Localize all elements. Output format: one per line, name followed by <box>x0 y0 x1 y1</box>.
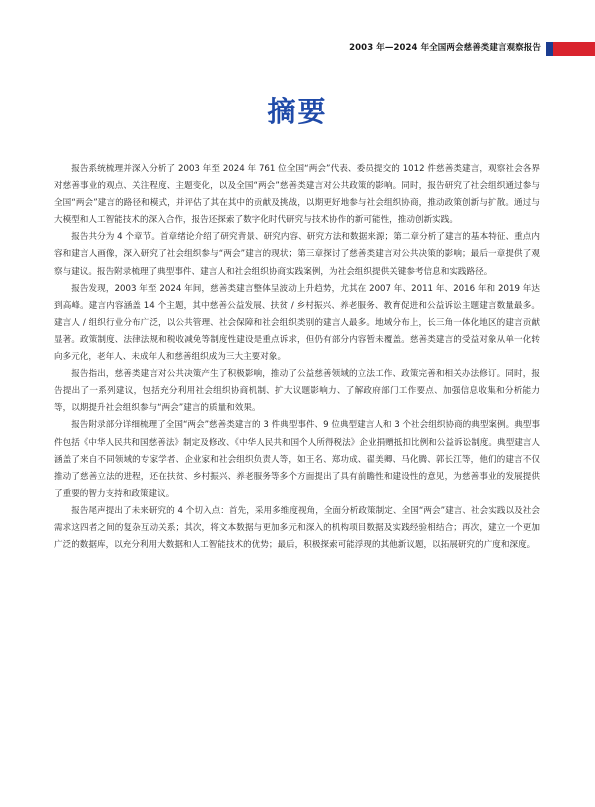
paragraph: 报告附录部分详细梳理了全国“两会”慈善类建言的 3 件典型事件、9 位典型建言人和 3 个社会组织协商的典型案例。典型事件包括《中华人民共和国慈善法》制定及修改、《中华人民共和国个人所得税法》企业捐赠抵扣比例和公益诉讼制度。典型建言人涵盖了来自不同领域的专家学者、企业家和社会组织负责人等，如王名、郑功成、翟美卿、马化腾、郭长江等，他们的建言不仅推动了慈善立法的进程，还在扶贫、乡村振兴、养老服务等多个方面提出了具有前瞻性和建设性的意见，为慈善事业的发展提供了重要的智力支持和政策建议。 <box>54 420 540 499</box>
paragraph: 报告系统梳理并深入分析了 2003 年至 2024 年 761 位全国“两会”代表、委员提交的 1012 件慈善类建言，观察社会各界对慈善事业的观点、关注程度、主题变化，以及全国“两会”慈善类建言对公共政策的影响。同时，报告研究了社会组织通过参与全国“两会”建言的路径和模式，并评估了其在其中的贡献及挑战，以期更好地参与社会组织协商，推动政策创新与扩散。通过与大模型和人工智能技术的深入合作，报告还探索了数字化时代研究与技术协作的新可能性，推动创新实践。 <box>54 164 540 226</box>
report-title: 2003 年—2024 年全国两会慈善类建言观察报告 <box>349 43 541 53</box>
paragraph: 报告尾声提出了未来研究的 4 个切入点：首先，采用多维度视角，全面分析政策制定、全国“两会”建言、社会实践以及社会需求这四者之间的复杂互动关系；其次，将文本数据与更加多元和深入的机构项目数据及实践经验相结合；再次，建立一个更加广泛的数据库，以充分利用大数据和人工智能技术的优势；最后，积极探索可能浮现的其他新议题，以拓展研究的广度和深度。 <box>54 505 540 551</box>
paragraph: 报告发现，2003 年至 2024 年间，慈善类建言整体呈波动上升趋势，尤其在 2007 年、2011 年、2016 年和 2019 年达到高峰。建言内容涵盖 14 个主题，其中慈善公益发展、扶贫 / 乡村振兴、养老服务、教育促进和公益诉讼主题建言数量最多。建言人 / 组织行业分布广泛，以公共管理、社会保障和社会组织类别的建言人最多。地域分布上，长三角一体化地区的建言贡献显著。政策制度、法律法规和税收减免等制度性建设是重点诉求，但仍有部分内容暂未覆盖。慈善类建言的受益对象从单一化转向多元化，老年人、未成年人和慈善组织成为三大主要对象。 <box>54 283 540 363</box>
abstract-body <box>54 161 540 554</box>
page-header <box>0 40 595 58</box>
page-title: 摘要 <box>267 95 328 128</box>
paragraph: 报告共分为 4 个章节。首章绪论介绍了研究背景、研究内容、研究方法和数据来源；第二章分析了建言的基本特征、重点内容和建言人画像，深入研究了社会组织参与“两会”建言的现状；第三章探讨了慈善类建言对公共决策的影响；最后一章提供了观察与建议。报告附录梳理了典型事件、建言人和社会组织协商实践案例，为社会组织提供关键参考信息和实践路径。 <box>54 232 540 277</box>
header-bar-blue <box>546 42 553 56</box>
paragraph: 报告指出，慈善类建言对公共决策产生了积极影响，推动了公益慈善领域的立法工作、政策完善和相关办法修订。同时，报告提出了一系列建议，包括充分利用社会组织协商机制、扩大议题影响力、了解政府部门工作要点、加强信息收集和分析能力等，以期提升社会组织参与“两会”建言的质量和效果。 <box>54 369 540 414</box>
header-color-bar <box>546 42 595 56</box>
header-bar-red <box>553 42 595 56</box>
